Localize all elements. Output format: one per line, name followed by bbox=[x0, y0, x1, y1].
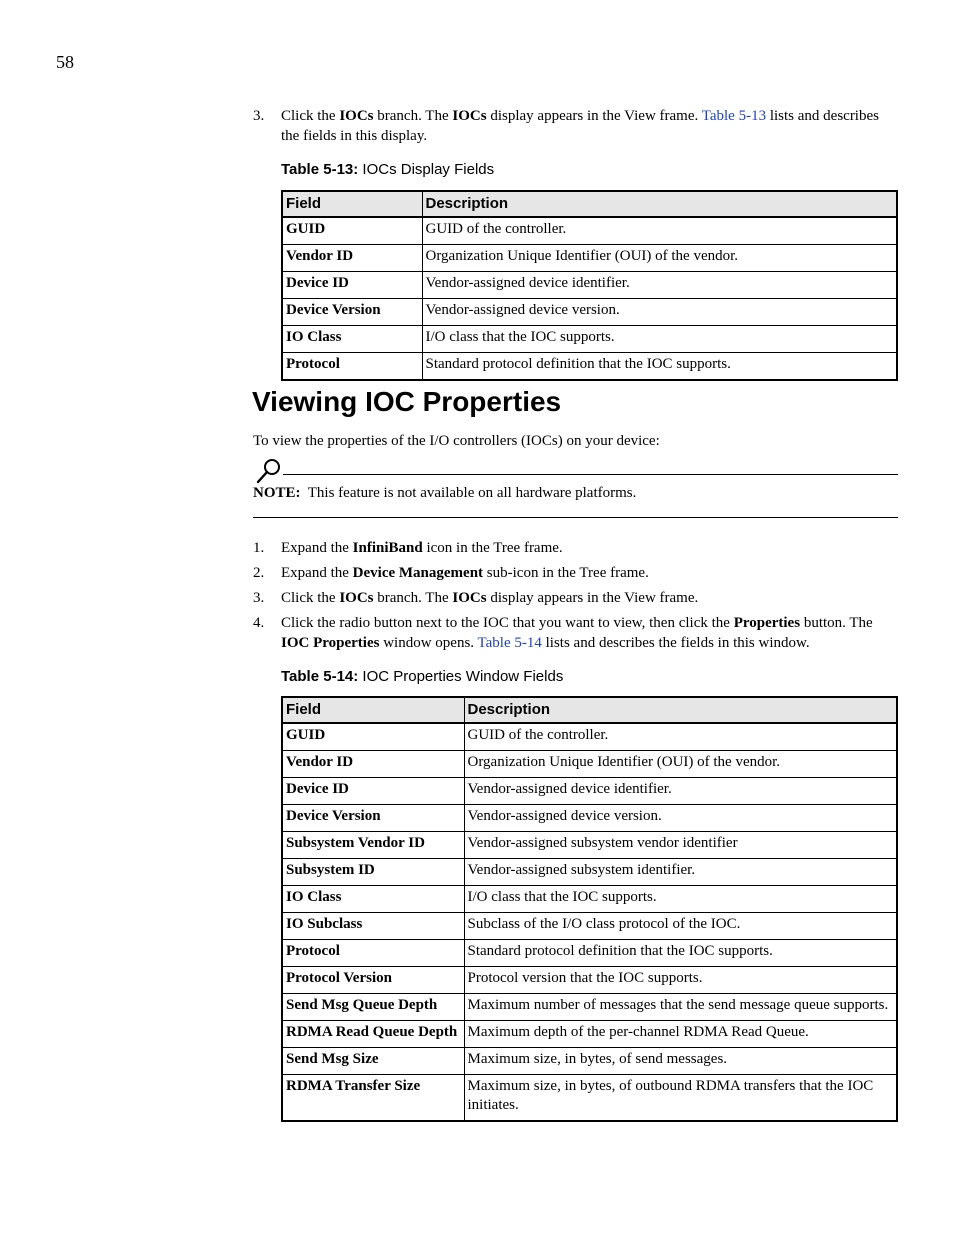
field-description-cell: Vendor-assigned device identifier. bbox=[464, 778, 897, 805]
table-row bbox=[282, 1021, 897, 1048]
field-description-cell: I/O class that the IOC supports. bbox=[464, 886, 897, 913]
field-name-cell: GUID bbox=[282, 217, 422, 245]
note-text: This feature is not available on all hardware platforms. bbox=[300, 485, 637, 501]
step-item bbox=[253, 107, 898, 146]
table-header-row bbox=[282, 697, 897, 723]
field-name-cell: RDMA Read Queue Depth bbox=[282, 1021, 464, 1048]
table-row bbox=[282, 967, 897, 994]
table-row bbox=[282, 832, 897, 859]
ioc-properties-fields-table bbox=[281, 696, 898, 1122]
note-divider-bottom bbox=[253, 517, 898, 518]
field-name-cell: Protocol Version bbox=[282, 967, 464, 994]
field-name-cell: IO Class bbox=[282, 326, 422, 353]
step-number: 2. bbox=[253, 565, 265, 581]
table-row bbox=[282, 1075, 897, 1122]
step-item bbox=[253, 564, 898, 584]
field-name-cell: Subsystem Vendor ID bbox=[282, 832, 464, 859]
intro-text: To view the properties of the I/O controllers (IOCs) on your device: bbox=[253, 433, 660, 449]
field-description-cell: Maximum number of messages that the send message queue supports. bbox=[464, 994, 897, 1021]
column-header-field: Field bbox=[282, 697, 464, 723]
step-text: Click the radio button next to the IOC that you want to view, then click the Properties button. The IOC Properties window opens. Table 5-14 lists and describes the fields in this window. bbox=[281, 615, 873, 651]
table-row bbox=[282, 326, 897, 353]
table-row bbox=[282, 272, 897, 299]
field-description-cell: GUID of the controller. bbox=[464, 723, 897, 751]
field-description-cell: Organization Unique Identifier (OUI) of the vendor. bbox=[464, 751, 897, 778]
table-caption: Table 5-14: IOC Properties Window Fields bbox=[281, 668, 564, 685]
column-header-field: Field bbox=[282, 191, 422, 217]
table-row bbox=[282, 723, 897, 751]
table-row bbox=[282, 778, 897, 805]
field-name-cell: Send Msg Size bbox=[282, 1048, 464, 1075]
table-5-13-link[interactable]: Table 5-13 bbox=[701, 108, 767, 124]
table-row bbox=[282, 1048, 897, 1075]
field-description-cell: Vendor-assigned subsystem vendor identifier bbox=[464, 832, 897, 859]
table-row bbox=[282, 859, 897, 886]
table-row bbox=[282, 886, 897, 913]
field-description-cell: Maximum size, in bytes, of outbound RDMA transfers that the IOC initiates. bbox=[464, 1075, 897, 1122]
field-description-cell: Vendor-assigned device version. bbox=[422, 299, 897, 326]
table-header-row bbox=[282, 191, 897, 217]
field-description-cell: Vendor-assigned device identifier. bbox=[422, 272, 897, 299]
field-name-cell: Device ID bbox=[282, 272, 422, 299]
table-row bbox=[282, 940, 897, 967]
field-name-cell: IO Subclass bbox=[282, 913, 464, 940]
field-name-cell: Vendor ID bbox=[282, 751, 464, 778]
field-description-cell: Protocol version that the IOC supports. bbox=[464, 967, 897, 994]
step-text: Click the IOCs branch. The IOCs display appears in the View frame. Table 5-13 lists and describes the fields in this display. bbox=[281, 108, 879, 144]
step-item bbox=[253, 614, 898, 653]
field-description-cell: Standard protocol definition that the IOC supports. bbox=[464, 940, 897, 967]
magnifier-icon bbox=[255, 457, 283, 485]
field-name-cell: IO Class bbox=[282, 886, 464, 913]
step-number: 4. bbox=[253, 615, 265, 631]
table-row bbox=[282, 353, 897, 381]
note bbox=[253, 484, 636, 503]
field-name-cell: Vendor ID bbox=[282, 245, 422, 272]
step-number: 1. bbox=[253, 540, 265, 556]
table-row bbox=[282, 299, 897, 326]
field-description-cell: Maximum depth of the per-channel RDMA Read Queue. bbox=[464, 1021, 897, 1048]
field-name-cell: Device Version bbox=[282, 805, 464, 832]
step-text: Click the IOCs branch. The IOCs display appears in the View frame. bbox=[281, 590, 699, 606]
table-row bbox=[282, 245, 897, 272]
table-row bbox=[282, 751, 897, 778]
page-number: 58 bbox=[56, 52, 74, 72]
field-description-cell: GUID of the controller. bbox=[422, 217, 897, 245]
step-number: 3. bbox=[253, 590, 265, 606]
field-name-cell: Protocol bbox=[282, 940, 464, 967]
field-description-cell: Standard protocol definition that the IOC supports. bbox=[422, 353, 897, 381]
table-row bbox=[282, 217, 897, 245]
step-text: Expand the InfiniBand icon in the Tree frame. bbox=[281, 540, 563, 556]
field-name-cell: Protocol bbox=[282, 353, 422, 381]
table-5-14-link[interactable]: Table 5-14 bbox=[477, 634, 542, 651]
field-name-cell: Subsystem ID bbox=[282, 859, 464, 886]
note-label: NOTE: bbox=[253, 485, 301, 501]
table-caption: Table 5-13: IOCs Display Fields bbox=[281, 161, 495, 178]
step-number: 3. bbox=[253, 108, 265, 124]
field-description-cell: Organization Unique Identifier (OUI) of the vendor. bbox=[422, 245, 897, 272]
table-row bbox=[282, 994, 897, 1021]
field-description-cell: Maximum size, in bytes, of send messages. bbox=[464, 1048, 897, 1075]
field-description-cell: Subclass of the I/O class protocol of the IOC. bbox=[464, 913, 897, 940]
table-row bbox=[282, 805, 897, 832]
step-text: Expand the Device Management sub-icon in the Tree frame. bbox=[281, 565, 649, 581]
note-divider-top bbox=[283, 474, 898, 475]
field-description-cell: I/O class that the IOC supports. bbox=[422, 326, 897, 353]
section-title: Viewing IOC Properties bbox=[252, 386, 562, 417]
column-header-description: Description bbox=[464, 697, 897, 723]
table-row bbox=[282, 913, 897, 940]
field-name-cell: GUID bbox=[282, 723, 464, 751]
step-item bbox=[253, 539, 898, 559]
column-header-description: Description bbox=[422, 191, 897, 217]
field-name-cell: Device ID bbox=[282, 778, 464, 805]
field-name-cell: RDMA Transfer Size bbox=[282, 1075, 464, 1122]
field-description-cell: Vendor-assigned device version. bbox=[464, 805, 897, 832]
field-name-cell: Send Msg Queue Depth bbox=[282, 994, 464, 1021]
field-name-cell: Device Version bbox=[282, 299, 422, 326]
field-description-cell: Vendor-assigned subsystem identifier. bbox=[464, 859, 897, 886]
ioc-display-fields-table bbox=[281, 190, 898, 381]
step-item bbox=[253, 589, 898, 609]
